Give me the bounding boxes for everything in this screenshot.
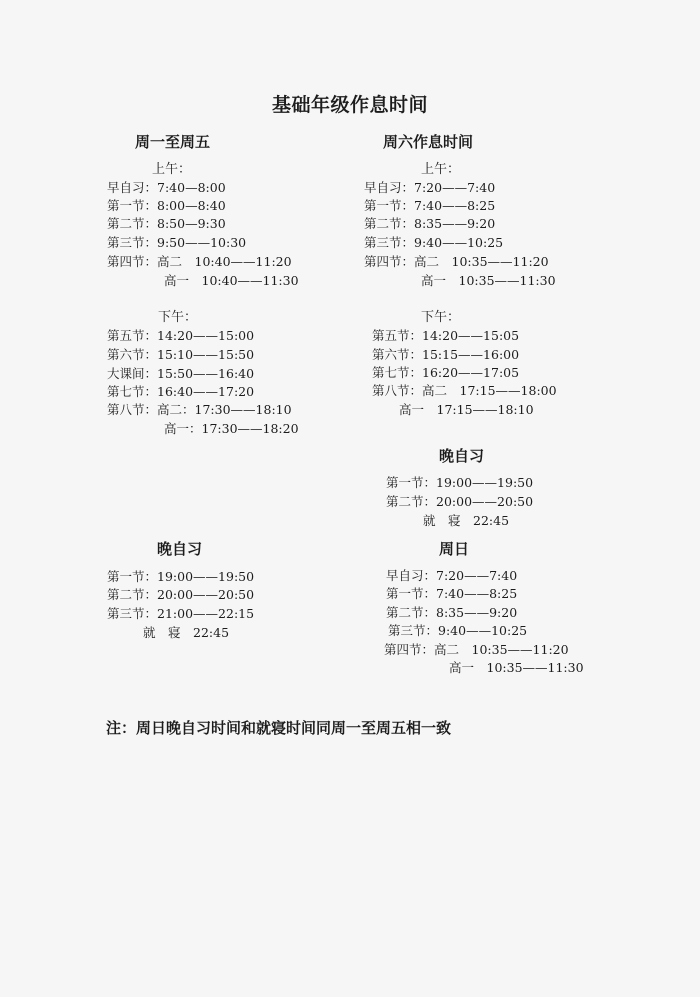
sunday-row [386, 566, 517, 584]
saturday-morning-row [364, 214, 495, 232]
row-time: 20:00——20:50 [436, 494, 534, 509]
row-time: 7:20——7:40 [414, 180, 496, 195]
row-label: 第一节： [107, 569, 158, 584]
row-time: 高一 17:15——18:10 [399, 402, 534, 417]
row-time: 16:20——17:05 [422, 365, 520, 380]
row-time: 7:20——7:40 [436, 568, 518, 583]
row-label: 早自习： [364, 180, 415, 195]
saturday-afternoon-row [372, 326, 519, 344]
row-label: 第四节： [107, 254, 158, 269]
row-label: 第六节： [372, 347, 423, 362]
row-label: 第三节： [364, 235, 415, 250]
row-time: 7:40——8:25 [414, 198, 496, 213]
sunday-row [388, 621, 527, 639]
sunday-row [384, 640, 569, 658]
row-label: 第四节： [364, 254, 415, 269]
row-label: 第三节： [388, 623, 439, 638]
saturday-morning-row [364, 178, 495, 196]
row-time: 8:50—9:30 [157, 216, 226, 231]
row-label: 第二节： [386, 494, 437, 509]
saturday-evening-row [386, 473, 533, 491]
weekday-morning-label: 上午： [152, 162, 192, 177]
row-time: 14:20——15:05 [422, 328, 520, 343]
row-time: 16:40——17:20 [157, 384, 255, 399]
row-label: 第二节： [107, 216, 158, 231]
weekday-evening-row [107, 585, 254, 603]
weekday-evening-row [107, 604, 254, 622]
weekday-morning-row [107, 178, 226, 196]
row-time: 21:00——22:15 [157, 606, 255, 621]
row-label: 第六节： [107, 347, 158, 362]
row-time: 高一：17:30——18:20 [164, 421, 299, 436]
row-time: 9:40——10:25 [414, 235, 504, 250]
weekday-afternoon-row [107, 326, 254, 344]
row-time: 15:15——16:00 [422, 347, 520, 362]
row-label: 第一节： [386, 586, 437, 601]
row-label: 第二节： [107, 587, 158, 602]
weekday-bedtime: 就 寝 22:45 [143, 625, 230, 640]
row-label: 第七节： [372, 365, 423, 380]
row-label: 第三节： [107, 235, 158, 250]
sunday-row [386, 584, 517, 602]
row-label: 第二节： [364, 216, 415, 231]
row-time: 8:00—8:40 [157, 198, 226, 213]
weekday-afternoon-row [107, 382, 254, 400]
row-time: 14:20——15:00 [157, 328, 255, 343]
row-time: 高二 10:35——11:20 [434, 642, 569, 657]
row-time: 9:40——10:25 [438, 623, 528, 638]
row-time: 7:40——8:25 [436, 586, 518, 601]
sunday-row [449, 658, 584, 676]
row-time: 高二 17:15——18:00 [422, 383, 557, 398]
row-label: 第七节： [107, 384, 158, 399]
row-time: 8:35——9:20 [436, 605, 518, 620]
weekday-morning-row [164, 271, 299, 289]
weekday-afternoon-row [107, 364, 254, 382]
saturday-morning-label: 上午： [421, 162, 461, 177]
row-label: 第八节： [372, 383, 423, 398]
weekday-morning-row [107, 214, 226, 232]
saturday-morning-row [364, 233, 503, 251]
weekday-morning-row [107, 252, 292, 270]
row-time: 8:35——9:20 [414, 216, 496, 231]
row-time: 高一 10:40——11:30 [164, 273, 299, 288]
row-time: 20:00——20:50 [157, 587, 255, 602]
row-label: 第五节： [107, 328, 158, 343]
row-label: 大课间： [107, 366, 158, 381]
weekday-afternoon-row [107, 400, 292, 418]
row-label: 第一节： [386, 475, 437, 490]
row-time: 高二：17:30——18:10 [157, 402, 292, 417]
weekday-afternoon-row [107, 345, 254, 363]
weekday-morning-row [107, 196, 226, 214]
saturday-afternoon-label: 下午： [421, 310, 461, 325]
row-label: 第二节： [386, 605, 437, 620]
row-label: 早自习： [386, 568, 437, 583]
weekday-morning-row [107, 233, 246, 251]
weekday-afternoon-row [164, 419, 299, 437]
document-title: 基础年级作息时间 [271, 94, 428, 116]
row-time: 7:40—8:00 [157, 180, 226, 195]
sunday-heading: 周日 [439, 540, 470, 558]
sunday-row [386, 603, 517, 621]
row-time: 19:00——19:50 [436, 475, 534, 490]
row-label: 第一节： [107, 198, 158, 213]
row-time: 15:50——16:40 [157, 366, 255, 381]
row-label: 第三节： [107, 606, 158, 621]
weekday-afternoon-label: 下午： [158, 310, 198, 325]
saturday-evening-row [386, 492, 533, 510]
row-label: 早自习： [107, 180, 158, 195]
weekday-heading: 周一至周五 [135, 133, 211, 151]
saturday-bedtime: 就 寝 22:45 [423, 513, 510, 528]
saturday-afternoon-row [372, 381, 557, 399]
saturday-morning-row [421, 271, 556, 289]
row-time: 19:00——19:50 [157, 569, 255, 584]
saturday-evening-heading: 晚自习 [439, 447, 485, 465]
saturday-afternoon-row [372, 363, 519, 381]
row-time: 15:10——15:50 [157, 347, 255, 362]
row-label: 第一节： [364, 198, 415, 213]
saturday-heading: 周六作息时间 [383, 133, 474, 151]
row-label: 第四节： [384, 642, 435, 657]
row-label: 第八节： [107, 402, 158, 417]
row-time: 9:50——10:30 [157, 235, 247, 250]
saturday-morning-row [364, 252, 549, 270]
saturday-morning-row [364, 196, 495, 214]
weekday-evening-row [107, 567, 254, 585]
weekday-evening-heading: 晚自习 [157, 540, 203, 558]
row-label: 第五节： [372, 328, 423, 343]
saturday-afternoon-row [372, 345, 519, 363]
row-time: 高一 10:35——11:30 [449, 660, 584, 675]
row-time: 高二 10:40——11:20 [157, 254, 292, 269]
footnote: 注：周日晚自习时间和就寝时间同周一至周五相一致 [106, 719, 452, 737]
row-time: 高二 10:35——11:20 [414, 254, 549, 269]
saturday-afternoon-row [399, 400, 534, 418]
row-time: 高一 10:35——11:30 [421, 273, 556, 288]
